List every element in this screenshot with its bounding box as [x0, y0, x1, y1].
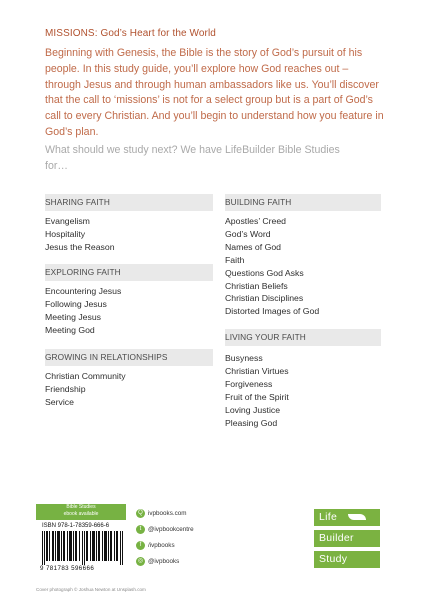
- section-heading-sharing-faith: SHARING FAITH: [45, 194, 213, 211]
- list-item: Friendship: [45, 383, 86, 394]
- page-title: MISSIONS: God’s Heart for the World: [45, 28, 216, 39]
- logo-life: Life: [314, 509, 380, 526]
- list-item: Christian Beliefs: [225, 280, 288, 291]
- bible-studies-text: Bible Studies: [66, 504, 96, 510]
- section-heading-living-your-faith: LIVING YOUR FAITH: [225, 329, 381, 346]
- logo-builder: Builder: [314, 530, 380, 547]
- growing-relationships-list: [45, 370, 213, 409]
- list-item: Busyness: [225, 353, 263, 363]
- logo-study: Study: [314, 551, 380, 568]
- section-heading-growing-in-relationships: GROWING IN RELATIONSHIPS: [45, 349, 213, 366]
- list-item: Distorted Images of God: [225, 306, 320, 317]
- section-heading-building-faith: BUILDING FAITH: [225, 194, 381, 211]
- list-item: Hospitality: [45, 228, 86, 239]
- list-item: Jesus the Reason: [45, 241, 115, 252]
- list-item: Meeting God: [45, 324, 95, 335]
- list-item: God’s Word: [225, 228, 271, 239]
- website-link[interactable]: [136, 508, 187, 520]
- list-item: Fruit of the Spirit: [225, 391, 289, 402]
- list-item: Meeting Jesus: [45, 311, 102, 322]
- list-item: Following Jesus: [45, 298, 107, 309]
- leaf-icon: [348, 514, 366, 520]
- ebook-available-text: ebook available: [63, 511, 99, 517]
- list-item: Service: [45, 396, 74, 407]
- photo-credit: Cover photograph © Joshua Newton at Unsplash.com: [36, 587, 146, 592]
- building-faith-list: [225, 215, 381, 318]
- list-item: Evangelism: [45, 216, 90, 226]
- exploring-faith-list: [45, 285, 213, 337]
- list-item: Pleasing God: [225, 417, 278, 428]
- living-faith-list: [225, 352, 381, 429]
- twitter-link[interactable]: [136, 524, 194, 536]
- list-item: Christian Disciplines: [225, 293, 304, 304]
- facebook-link[interactable]: [136, 540, 175, 552]
- barcode-number: 9 781783 596666: [40, 565, 95, 572]
- instagram-icon: ◎: [137, 557, 144, 564]
- list-item: Names of God: [225, 241, 282, 252]
- list-item: Christian Virtues: [225, 365, 289, 376]
- isbn-text: ISBN 978-1-78359-666-6: [42, 523, 110, 529]
- list-item: Loving Justice: [225, 404, 281, 415]
- section-heading-exploring-faith: EXPLORING FAITH: [45, 264, 213, 281]
- study-next-question: What should we study next? We have LifeBuilder Bible Studies for…: [45, 144, 340, 172]
- list-item: Forgiveness: [225, 378, 273, 389]
- sharing-faith-list: [45, 215, 213, 254]
- facebook-icon: f: [136, 541, 145, 550]
- bible-studies-label: [36, 504, 126, 520]
- list-item: Encountering Jesus: [45, 286, 122, 296]
- intro-paragraph: Beginning with Genesis, the Bible is the story of God’s pursuit of his people. In this study guide, you’ll explore how God reaches out – through Jesus and through human ambassadors like us. You’ll discover that the call to ‘missions’ is not for a select group but is a part of God’s call to every Christian. And you’ll begin to understand how you feature in God’s plan.: [45, 47, 384, 138]
- website-text: ivpbooks.com: [148, 510, 187, 517]
- instagram-link[interactable]: [136, 556, 179, 568]
- facebook-text: /ivpbooks: [148, 542, 175, 549]
- twitter-text: @ivpbookcentre: [148, 526, 194, 533]
- list-item: Apostles’ Creed: [225, 216, 287, 226]
- twitter-icon: t: [136, 525, 145, 534]
- list-item: Christian Community: [45, 371, 126, 381]
- list-item: Questions God Asks: [225, 267, 304, 278]
- barcode-image: [42, 531, 124, 565]
- list-item: Faith: [225, 254, 245, 265]
- instagram-text: @ivpbooks: [148, 558, 180, 565]
- website-icon: Q: [136, 509, 145, 518]
